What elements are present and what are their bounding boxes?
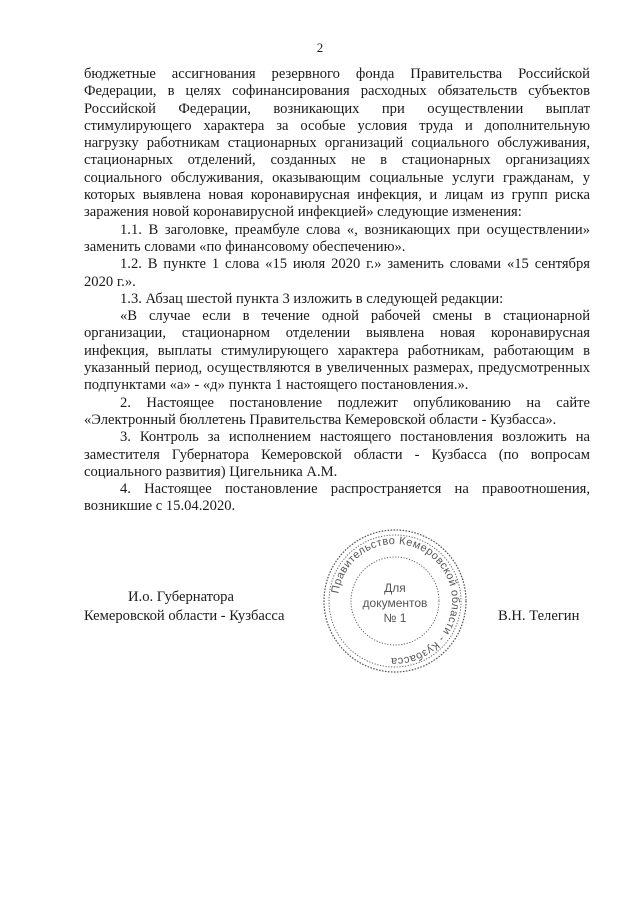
signatory-title-line2: Кемеровской области - Кузбасса xyxy=(84,608,285,624)
official-seal-stamp xyxy=(320,526,470,676)
paragraph-1-1: 1.1. В заголовке, преамбуле слова «, возникающих при осуществлении» заменить словами «по финансовому обеспечению». xyxy=(84,221,590,255)
paragraph-3: 3. Контроль за исполнением настоящего постановления возложить на заместителя Губернатора Кемеровской области - Кузбасса (по вопросам социального развития) Цигельника А.М. xyxy=(84,429,590,480)
paragraph-2: 2. Настоящее постановление подлежит опубликованию на сайте «Электронный бюллетень Правительства Кемеровской области - Кузбасса». xyxy=(84,394,590,428)
paragraph-preamble: бюджетные ассигнования резервного фонда Правительства Российской Федерации, в целях софинансирования расходных обязательств субъектов Российской Федерации, возникающих при осуществлении выплат стимулирующего характера за особые условия труда и дополнительную нагрузку работникам стационарных организаций социального обслуживания, стационарных отделений, созданных не в стационарных организациях социального обслуживания, оказывающим социальные услуги гражданам, у которых выявлена новая коронавирусная инфекция, и лицам из групп риска заражения новой коронавирусной инфекцией» следующие изменения: xyxy=(84,66,590,221)
stamp-ring-text: Правительство Кемеровской области - Кузбасса xyxy=(329,534,462,668)
signatory-title xyxy=(84,588,324,626)
signatory-name: В.Н. Телегин xyxy=(498,608,580,624)
paragraph-4: 4. Настоящее постановление распространяется на правоотношения, возникшие с 15.04.2020. xyxy=(84,481,590,515)
signatory-title-line1: И.о. Губернатора xyxy=(128,589,234,605)
stamp-center-line1: Для xyxy=(384,581,406,595)
stamp-center-line2: документов xyxy=(362,596,428,610)
stamp-center-line3: № 1 xyxy=(383,611,407,625)
paragraph-quote: «В случае если в течение одной рабочей смены в стационарной организации, стационарном отделении выявлена новая коронавирусная инфекция, выплаты стимулирующего характера работникам, работающим в указанный период, осуществляются в увеличенных размерах, предусмотренных подпунктами «а» - «д» пункта 1 настоящего постановления.». xyxy=(84,308,590,394)
paragraph-1-3: 1.3. Абзац шестой пункта 3 изложить в следующей редакции: xyxy=(120,290,504,307)
paragraph-1-2: 1.2. В пункте 1 слова «15 июля 2020 г.» заменить словами «15 сентября 2020 г.». xyxy=(84,256,590,290)
document-body xyxy=(84,66,590,516)
page-number: 2 xyxy=(316,40,324,55)
